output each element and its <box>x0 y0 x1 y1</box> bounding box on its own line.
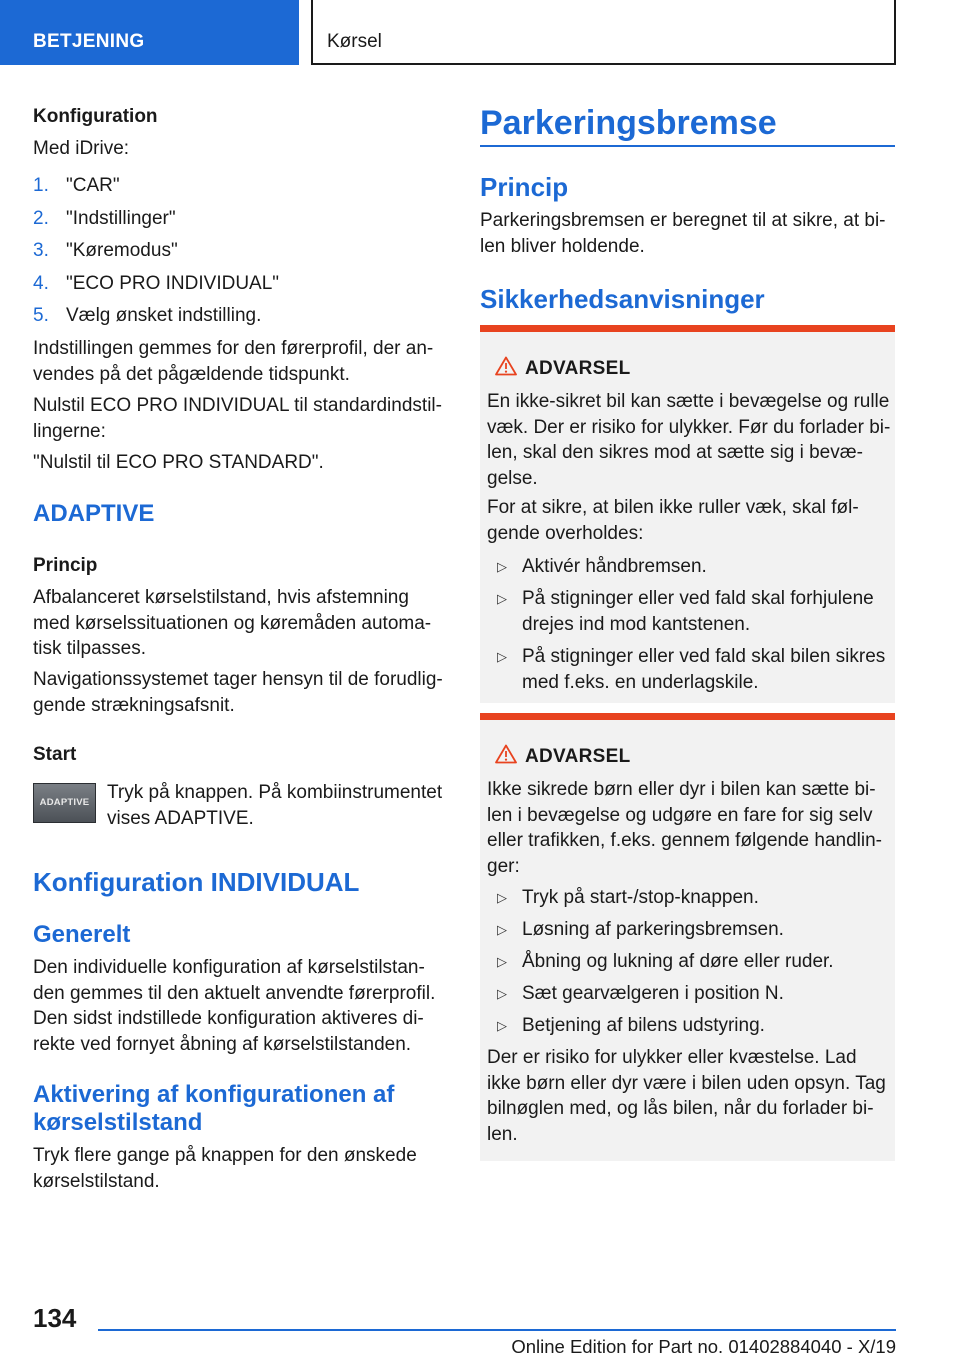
list-item: 2. "Indstillinger" <box>33 207 176 229</box>
steps-list <box>33 173 448 336</box>
bullet-triangle-icon: ▷ <box>497 986 507 1001</box>
bullet-triangle-icon: ▷ <box>497 954 507 969</box>
list-item: ▷ På stigninger eller ved fald skal bilen sikres med f.eks. en underlagskile. <box>497 646 886 693</box>
bullet-triangle-icon: ▷ <box>497 559 507 574</box>
individual-heading: Konfiguration INDIVIDUAL <box>33 867 360 897</box>
paragraph-generelt: Den individuelle konfiguration af kørselstilstan- den gemmes til den aktuelt anvendte førerprofil. Den sidst indstillede konfiguration aktiveres di- rekte ved fornyet åbning af kørselstilstanden. <box>33 957 436 1055</box>
generelt-heading: Generelt <box>33 921 131 948</box>
warning-paragraph: Der er risiko for ulykker eller kvæstelse. Lad ikke børn eller dyr være i bilen uden opsyn. Tag bilnøglen med, og lås bilen, når du forlader bi- len. <box>487 1047 886 1145</box>
config-label: Konfiguration <box>33 106 158 127</box>
page-number: 134 <box>33 1303 77 1333</box>
safety-heading: Sikkerhedsanvisninger <box>480 284 765 314</box>
paragraph-saved: Indstillingen gemmes for den førerprofil, der an- vendes på det pågældende tidspunkt. <box>33 338 434 385</box>
warning-paragraph: En ikke-sikret bil kan sætte i bevægelse og rulle væk. Der er risiko for ulykker. Før du forlader bi- len, skal den sikres mod at sætte sig i bevæ- gelse. <box>487 391 891 489</box>
paragraph-reset: Nulstil ECO PRO INDIVIDUAL til standardindstil- lingerne: <box>33 395 442 442</box>
bullet-triangle-icon: ▷ <box>497 591 507 606</box>
reset-command: "Nulstil til ECO PRO STANDARD". <box>33 452 324 473</box>
adaptive-heading: ADAPTIVE <box>33 500 155 527</box>
bullet-triangle-icon: ▷ <box>497 1018 507 1033</box>
warning-box <box>480 713 895 1161</box>
heading-rule <box>480 145 895 147</box>
footer-rule <box>98 1329 896 1331</box>
list-item: 1. "CAR" <box>33 175 120 196</box>
paragraph-activation: Tryk flere gange på knappen for den ønskede kørselstilstand. <box>33 1145 417 1192</box>
list-item: 4. "ECO PRO INDIVIDUAL" <box>33 272 280 294</box>
footer-edition: Online Edition for Part no. 01402884040 - X/19 <box>511 1336 896 1357</box>
activation-heading: Aktivering af konfigurationen af kørselstilstand <box>33 1081 395 1136</box>
chapter-title: Kørsel <box>311 0 896 65</box>
list-item: ▷ På stigninger eller ved fald skal forhjulene drejes ind mod kantstenen. <box>497 588 874 635</box>
warning-title: ADVARSEL <box>525 358 631 379</box>
bullet-triangle-icon: ▷ <box>497 649 507 664</box>
warning-triangle-icon <box>495 356 517 376</box>
list-item: 5. Vælg ønsket indstilling. <box>33 305 262 326</box>
idrive-intro: Med iDrive: <box>33 138 130 159</box>
bullet-triangle-icon: ▷ <box>497 922 507 937</box>
list-item: ▷ Tryk på start-/stop-knappen. <box>487 885 892 911</box>
list-item: ▷ Betjening af bilens udstyring. <box>487 1013 892 1039</box>
section-tab: BETJENING <box>0 0 299 65</box>
start-text: Tryk på knappen. På kombiinstrumentet vises ADAPTIVE. <box>107 782 443 829</box>
warning-title: ADVARSEL <box>525 746 631 767</box>
paragraph-navigation: Navigationssystemet tager hensyn til de forudlig- gende strækningsafsnit. <box>33 669 443 716</box>
warning-paragraph: For at sikre, at bilen ikke ruller væk, skal føl- gende overholdes: <box>487 497 859 544</box>
bullet-triangle-icon: ▷ <box>497 890 507 905</box>
warning-box <box>480 325 895 703</box>
adaptive-button-image: ADAPTIVE <box>33 783 96 823</box>
paragraph-adaptive: Afbalanceret kørselstilstand, hvis afstemning med kørselssituationen og køremåden automa- tisk tilpasses. <box>33 587 432 659</box>
warning-triangle-icon <box>495 744 517 764</box>
list-item: ▷ Løsning af parkeringsbremsen. <box>487 917 892 943</box>
princip-label: Princip <box>33 555 98 576</box>
main-heading: Parkeringsbremse <box>480 104 777 142</box>
princip-heading: Princip <box>480 172 569 202</box>
list-item: ▷ Sæt gearvælgeren i position N. <box>487 981 892 1007</box>
start-label: Start <box>33 744 77 765</box>
paragraph-princip: Parkeringsbremsen er beregnet til at sikre, at bi- len bliver holdende. <box>480 210 886 257</box>
list-item: ▷ Aktivér håndbremsen. <box>487 554 892 580</box>
warning-paragraph: Ikke sikrede børn eller dyr i bilen kan sætte bi- len i bevægelse og udgøre en fare for sig selv eller trafikken, f.eks. gennem følgende handlin- ger: <box>487 779 882 877</box>
list-item: 3. "Køremodus" <box>33 240 178 261</box>
list-item: ▷ Åbning og lukning af døre eller ruder. <box>487 949 892 975</box>
